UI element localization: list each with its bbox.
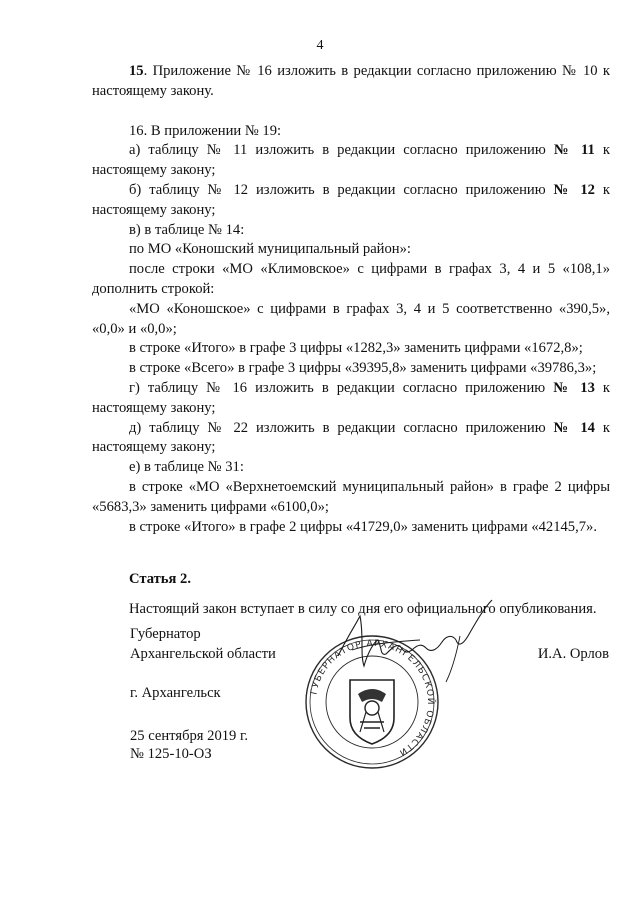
item-15 <box>92 62 610 102</box>
item-16v-vsego: в строке «Всего» в графе 3 цифры «39395,8» заменить цифрами «39786,3»; <box>129 360 597 377</box>
item-16a <box>92 141 610 181</box>
item-15-number: 15 <box>129 63 144 79</box>
item-16d-tail: к настоящему закону; <box>92 419 610 456</box>
item-16-heading: 16. В приложении № 19: <box>129 122 282 139</box>
item-16b-number: № 12 <box>553 181 595 198</box>
handwritten-signature <box>330 596 500 686</box>
item-16v-after: после строки «МО «Климовское» с цифрами в графах 3, 4 и 5 «108,1» дополнить строкой: <box>92 261 610 297</box>
item-16d <box>92 419 610 459</box>
item-16b-tail: к настоящему закону; <box>92 181 610 218</box>
article-2-heading: Статья 2. <box>129 571 191 588</box>
item-16d-number: № 14 <box>553 419 595 436</box>
item-16e-itogo: в строке «Итого» в графе 2 цифры «41729,0» заменить цифрами «42145,7». <box>129 518 597 535</box>
article-2-text: Настоящий закон вступает в силу со дня его официального опубликования. <box>129 601 597 618</box>
item-16a-text: а) таблицу № 11 изложить в редакции согласно приложению <box>129 142 554 159</box>
item-16g-text: г) таблицу № 16 изложить в редакции согласно приложению <box>129 379 554 396</box>
item-16v-heading: в) в таблице № 14: <box>129 221 245 238</box>
item-16b <box>92 181 610 221</box>
item-16g-tail: к настоящему закону; <box>92 379 610 416</box>
seal-text: ГУБЕРНАТОР АРХАНГЕЛЬСКОЙ ОБЛАСТИ <box>309 638 436 758</box>
date-and-number <box>130 727 248 763</box>
place-of-signing: г. Архангельск <box>130 685 221 701</box>
item-16a-number: № 11 <box>553 142 595 159</box>
signatory-position-line2: Архангельской области <box>130 646 276 662</box>
item-16e-row: в строке «МО «Верхнетоемский муниципальный район» в графе 2 цифры «5683,3» заменить цифрами «6100,0»; <box>92 478 610 515</box>
coat-of-arms-icon <box>350 680 394 744</box>
document-body <box>92 62 610 620</box>
item-16a-tail: к настоящему закону; <box>92 142 610 179</box>
signatory-name: И.А. Орлов <box>537 646 609 662</box>
item-16v-sub: по МО «Коношский муниципальный район»: <box>129 241 411 258</box>
item-16v-itogo: в строке «Итого» в графе 3 цифры «1282,3» заменить цифрами «1672,8»; <box>129 340 583 357</box>
item-16e-heading: е) в таблице № 31: <box>129 459 244 476</box>
page-number: 4 <box>316 38 324 53</box>
signatory-position <box>130 624 276 664</box>
law-number: № 125-10-ОЗ <box>130 746 212 762</box>
signing-date: 25 сентября 2019 г. <box>130 728 248 744</box>
item-16v-row: «МО «Коношское» с цифрами в графах 3, 4 и 5 соответственно «390,5», «0,0» и «0,0»; <box>92 300 610 337</box>
item-16g <box>92 379 610 419</box>
item-15-text: . Приложение № 16 изложить в редакции согласно приложению № 10 к настоящему закону. <box>92 63 610 99</box>
item-16g-number: № 13 <box>553 379 595 396</box>
item-16b-text: б) таблицу № 12 изложить в редакции согласно приложению <box>129 181 554 198</box>
item-16d-text: д) таблицу № 22 изложить в редакции согласно приложению <box>129 419 554 436</box>
signatory-position-line1: Губернатор <box>130 626 201 642</box>
